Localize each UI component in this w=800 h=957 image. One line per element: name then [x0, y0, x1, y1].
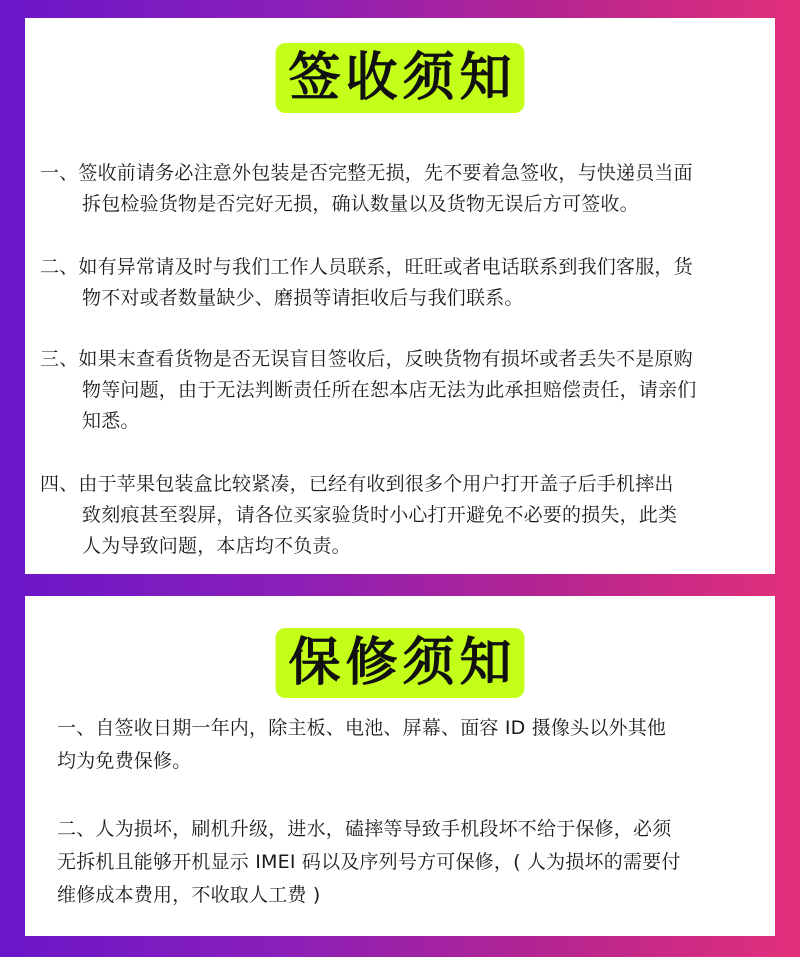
sign-notice-item-1: [40, 158, 693, 220]
sign-notice-item-4: [40, 469, 677, 562]
sign-notice-item-2-line-1: 二、如有异常请及时与我们工作人员联系，旺旺或者电话联系到我们客服，货: [40, 256, 693, 278]
warranty-notice-item-2-line-3: 维修成本费用，不收取人工费 ): [57, 884, 321, 906]
sign-notice-item-3-line-1: 三、如果末查看货物是否无误盲目签收后，反映货物有损坏或者丢失不是原购: [40, 348, 693, 370]
sign-notice-item-3-line-2: 物等问题，由于无法判断责任所在恕本店无法为此承担赔偿责任，请亲们: [82, 379, 697, 401]
sign-notice-title: 签收须知: [275, 43, 524, 113]
warranty-notice-item-1-line-2: 均为免费保修。: [57, 750, 192, 772]
sign-notice-item-3: [40, 344, 696, 437]
sign-notice-item-1-line-1: 一、签收前请务必注意外包装是否完整无损，先不要着急签收，与快递员当面: [40, 162, 693, 184]
warranty-notice-item-1-line-1: 一、自签收日期一年内，除主板、电池、屏幕、面容 ID 摄像头以外其他: [57, 717, 667, 739]
sign-notice-item-1-line-2: 拆包检验货物是否完好无损，确认数量以及货物无误后方可签收。: [82, 193, 639, 215]
warranty-notice-item-2-line-1: 二、人为损坏，刷机升级，进水，磕摔等导致手机段坏不给于保修，必须: [57, 818, 672, 840]
sign-notice-item-4-line-1: 四、由于苹果包装盒比较紧凑，已经有收到很多个用户打开盖子后手机摔出: [40, 473, 674, 495]
warranty-notice-card: [25, 596, 775, 936]
sign-notice-item-2: [40, 252, 693, 314]
sign-notice-item-3-line-3: 知悉。: [82, 410, 140, 432]
warranty-notice-title: 保修须知: [275, 628, 524, 698]
sign-notice-item-2-line-2: 物不对或者数量缺少、磨损等请拒收后与我们联系。: [82, 287, 524, 309]
warranty-notice-item-2-line-2: 无拆机且能够开机显示 IMEI 码以及序列号方可保修，( 人为损坏的需要付: [57, 851, 681, 873]
warranty-notice-item-2: [57, 813, 681, 912]
sign-notice-card: [25, 18, 775, 574]
sign-notice-item-4-line-3: 人为导致问题，本店均不负责。: [82, 535, 351, 557]
sign-notice-item-4-line-2: 致刻痕甚至裂屏，请各位买家验货时小心打开避免不必要的损失，此类: [82, 504, 678, 526]
warranty-notice-item-1: [57, 712, 666, 778]
